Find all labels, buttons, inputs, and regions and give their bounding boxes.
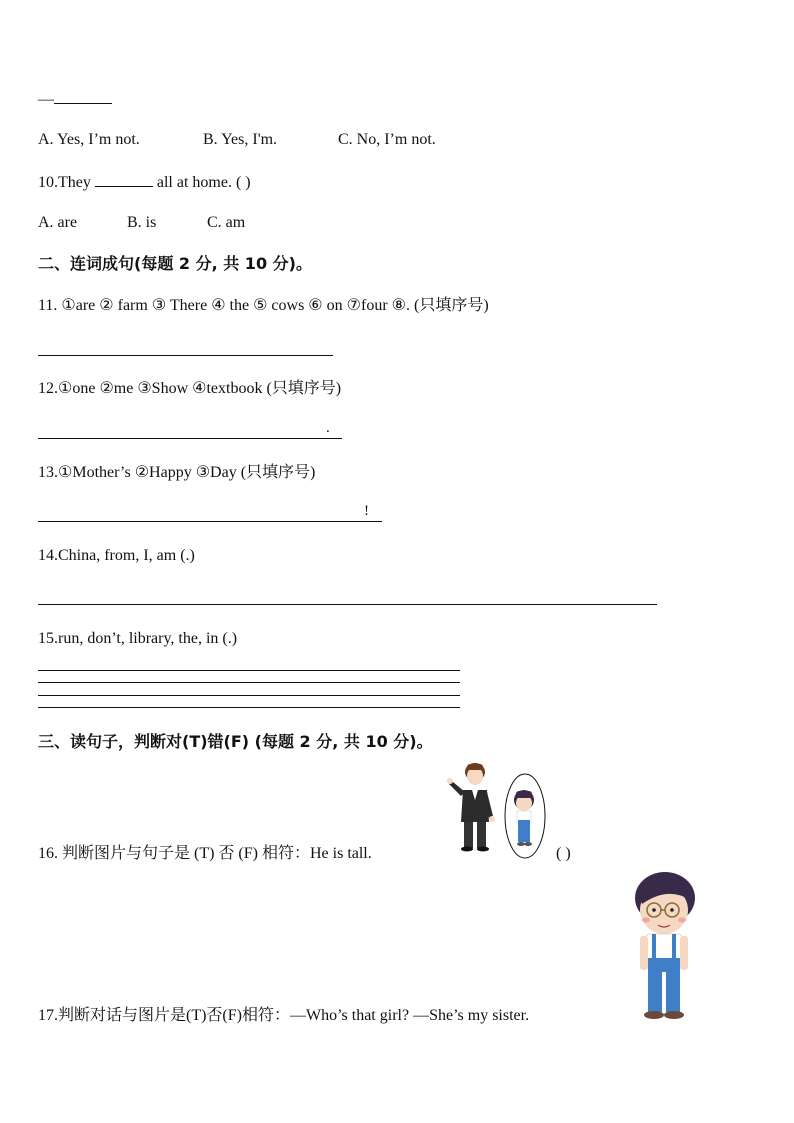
tall-man-illustration (447, 763, 495, 852)
q15-answer-line-2[interactable] (38, 682, 460, 683)
section-2-heading: 二、连词成句(每题 2 分, 共 10 分)。 (38, 254, 312, 273)
q14-answer-line[interactable] (38, 604, 657, 605)
q10-option-b: B. is (127, 214, 157, 231)
q13-end-mark: ! (364, 503, 369, 519)
q9-option-c: C. No, I’m not. (338, 131, 436, 148)
q9-option-b: B. Yes, I'm. (203, 131, 278, 148)
q13-question: 13.①Mother’s ②Happy ③Day (只填序号) (38, 464, 316, 481)
q11-question: 11. ①are ② farm ③ There ④ the ⑤ cows ⑥ on ⑦four ⑧. (只填序号) (38, 297, 489, 314)
q9-options (38, 130, 436, 150)
q15-answer-line-4[interactable] (38, 707, 460, 708)
section-3-heading: 三、读句子，判断对(T)错(F) (每题 2 分, 共 10 分)。 (38, 732, 433, 751)
q15-question: 15.run, don’t, library, the, in (.) (38, 630, 238, 647)
q9-dash: — (38, 91, 54, 108)
q13-answer-line[interactable] (38, 521, 382, 522)
q15-answer-line-3[interactable] (38, 695, 460, 696)
short-boy-in-oval-illustration (505, 774, 545, 858)
q16-question: 16. 判断图片与句子是 (T) 否 (F) 相符：He is tall. (38, 845, 372, 862)
q12-question: 12.①one ②me ③Show ④textbook (只填序号) (38, 380, 342, 397)
q10-blank[interactable] (95, 171, 153, 187)
q10-question (38, 171, 251, 193)
q17-question: 17.判断对话与图片是(T)否(F)相符：—Who’s that girl? —She’s my sister. (38, 1007, 530, 1024)
q17-picture (628, 872, 703, 1022)
q9-option-a: A. Yes, I’m not. (38, 131, 140, 148)
q10-option-c: C. am (207, 214, 246, 231)
q9-blank[interactable] (54, 88, 112, 104)
q10-option-a: A. are (38, 214, 78, 231)
q14-question: 14.China, from, I, am (.) (38, 547, 195, 564)
boy-with-glasses-illustration (635, 872, 695, 1019)
q15-answer-line-1[interactable] (38, 670, 460, 671)
q16-picture (443, 760, 553, 860)
q12-end-mark: . (326, 420, 330, 436)
q10-text-pre: 10.They (38, 174, 91, 191)
q10-options (38, 213, 245, 233)
q9-answer-line (38, 88, 112, 110)
q10-text-post: all at home. ( ) (156, 174, 251, 191)
q12-answer-line[interactable] (38, 438, 342, 439)
q16-answer-paren[interactable]: ( ) (556, 845, 571, 862)
q11-answer-line[interactable] (38, 355, 333, 356)
